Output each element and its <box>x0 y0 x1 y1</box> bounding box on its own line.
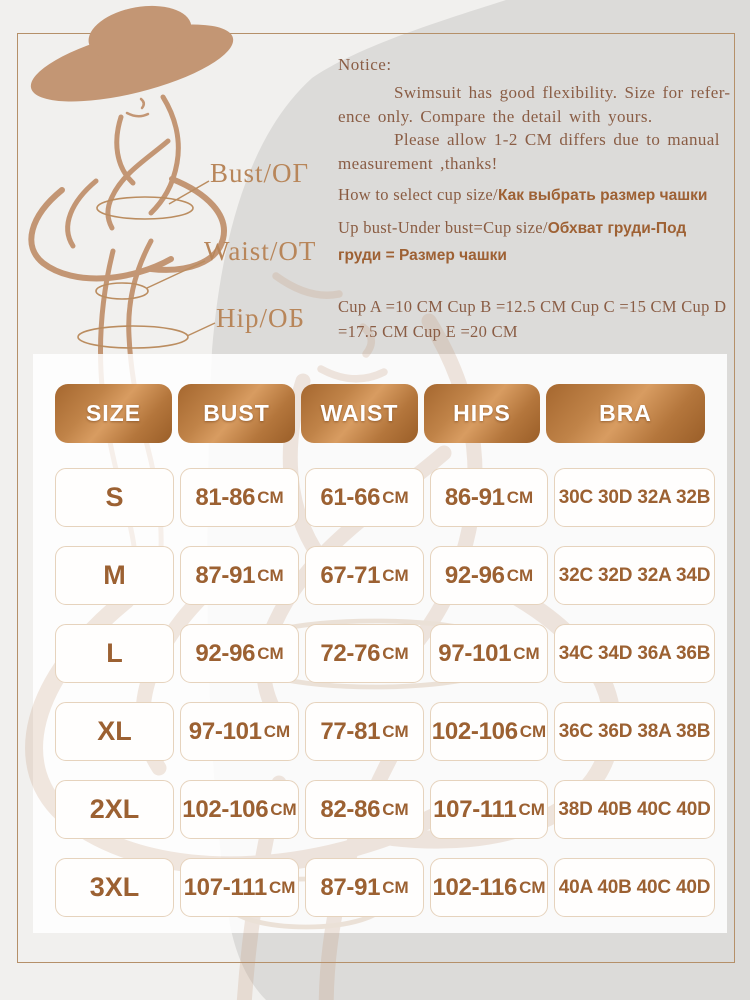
unit-label: CM <box>519 877 546 897</box>
waist-cell <box>305 702 424 761</box>
range-value: 61-66 <box>320 483 381 511</box>
unit-label: CM <box>382 721 409 741</box>
range-value: 102-106 <box>182 795 269 823</box>
hips-cell <box>430 468 548 527</box>
range-value: 87-91 <box>195 561 256 589</box>
size-cell: XL <box>55 702 174 761</box>
range-value: 67-71 <box>320 561 381 589</box>
range-value: 107-111 <box>183 873 267 901</box>
unit-label: CM <box>506 565 534 585</box>
table-row <box>55 468 715 527</box>
range-value: 86-91 <box>444 483 505 511</box>
column-header-size: SIZE <box>55 384 172 443</box>
cup-values-line: Cup A =10 CM Cup B =12.5 CM Cup C =15 CM Cup D <box>338 297 727 316</box>
hips-cell <box>430 546 548 605</box>
cup-values-line: =17.5 CM Cup E =20 CM <box>338 322 518 341</box>
unit-label: CM <box>506 487 534 507</box>
column-header-waist: WAIST <box>301 384 418 443</box>
bust-label: Bust/ОГ <box>210 158 310 188</box>
size-cell: M <box>55 546 174 605</box>
table-row <box>55 780 715 839</box>
range-value: 72-76 <box>320 639 381 667</box>
range-value: 97-101 <box>188 717 262 745</box>
bust-cell <box>180 546 299 605</box>
unit-label: CM <box>382 799 409 819</box>
unit-label: CM <box>519 721 547 741</box>
waist-cell <box>305 546 424 605</box>
range-value: 102-116 <box>432 873 518 901</box>
unit-label: CM <box>382 877 409 897</box>
bust-cell <box>180 624 299 683</box>
range-value: 81-86 <box>195 483 256 511</box>
cup-size-howto <box>338 184 732 207</box>
column-header-bust: BUST <box>178 384 295 443</box>
range-value: 87-91 <box>320 873 381 901</box>
table-row <box>55 624 715 683</box>
hips-cell <box>430 858 548 917</box>
cup-size-howto-en: How to select cup size/ <box>338 185 498 204</box>
notice-line: ence only. Compare the detail with yours. <box>338 106 653 126</box>
column-header-bra: BRA <box>546 384 705 443</box>
size-cell: 3XL <box>55 858 174 917</box>
notice-title: Notice: <box>338 55 392 74</box>
range-value: 82-86 <box>320 795 381 823</box>
size-cell: 2XL <box>55 780 174 839</box>
bust-cell <box>180 858 299 917</box>
hips-cell <box>430 702 548 761</box>
bra-cell: 30C 30D 32A 32B <box>554 468 715 527</box>
hips-cell <box>430 780 548 839</box>
cup-size-formula <box>338 214 732 269</box>
range-value: 107-111 <box>433 795 517 823</box>
range-value: 102-106 <box>431 717 518 745</box>
bust-cell <box>180 468 299 527</box>
cup-values <box>338 294 732 344</box>
range-value: 97-101 <box>438 639 512 667</box>
unit-label: CM <box>263 721 291 741</box>
cup-size-howto-ru: Как выбрать размер чашки <box>497 187 708 204</box>
range-value: 92-96 <box>444 561 505 589</box>
unit-label: CM <box>513 643 540 663</box>
unit-label: CM <box>382 643 409 663</box>
unit-label: CM <box>270 799 297 819</box>
range-value: 92-96 <box>195 639 256 667</box>
bra-cell: 38D 40B 40C 40D <box>554 780 715 839</box>
unit-label: CM <box>257 565 284 585</box>
unit-label: CM <box>268 877 296 897</box>
unit-label: CM <box>518 799 545 819</box>
unit-label: CM <box>257 487 284 507</box>
notice-line: Please allow 1-2 CM differs due to manual <box>394 130 720 149</box>
unit-label: CM <box>382 565 409 585</box>
cup-size-formula-ru: Обхват груди-Под груди = Размер чашки <box>338 220 687 264</box>
range-value: 77-81 <box>320 717 381 745</box>
column-header-hips: HIPS <box>424 384 540 443</box>
table-row <box>55 546 715 605</box>
size-cell: L <box>55 624 174 683</box>
waist-cell <box>305 468 424 527</box>
hips-cell <box>430 624 548 683</box>
table-row <box>55 702 715 761</box>
bust-cell <box>180 780 299 839</box>
notice-line: Swimsuit has good flexibility. Size for refer- <box>394 83 731 102</box>
notice-block <box>338 55 732 344</box>
bra-cell: 36C 36D 38A 38B <box>554 702 715 761</box>
bra-cell: 40A 40B 40C 40D <box>554 858 715 917</box>
table-row <box>55 858 715 917</box>
table-header-row <box>55 384 705 443</box>
hip-label: Hip/ОБ <box>216 303 306 333</box>
notice-paragraph <box>338 81 732 175</box>
bra-cell: 32C 32D 32A 34D <box>554 546 715 605</box>
unit-label: CM <box>257 643 284 663</box>
notice-line: measurement ,thanks! <box>338 153 498 173</box>
bust-cell <box>180 702 299 761</box>
waist-cell <box>305 780 424 839</box>
unit-label: CM <box>382 487 409 507</box>
waist-label: Waist/ОТ <box>204 236 317 266</box>
cup-size-formula-en: Up bust-Under bust=Cup size/ <box>338 218 548 237</box>
size-cell: S <box>55 468 174 527</box>
waist-cell <box>305 624 424 683</box>
bra-cell: 34C 34D 36A 36B <box>554 624 715 683</box>
waist-cell <box>305 858 424 917</box>
